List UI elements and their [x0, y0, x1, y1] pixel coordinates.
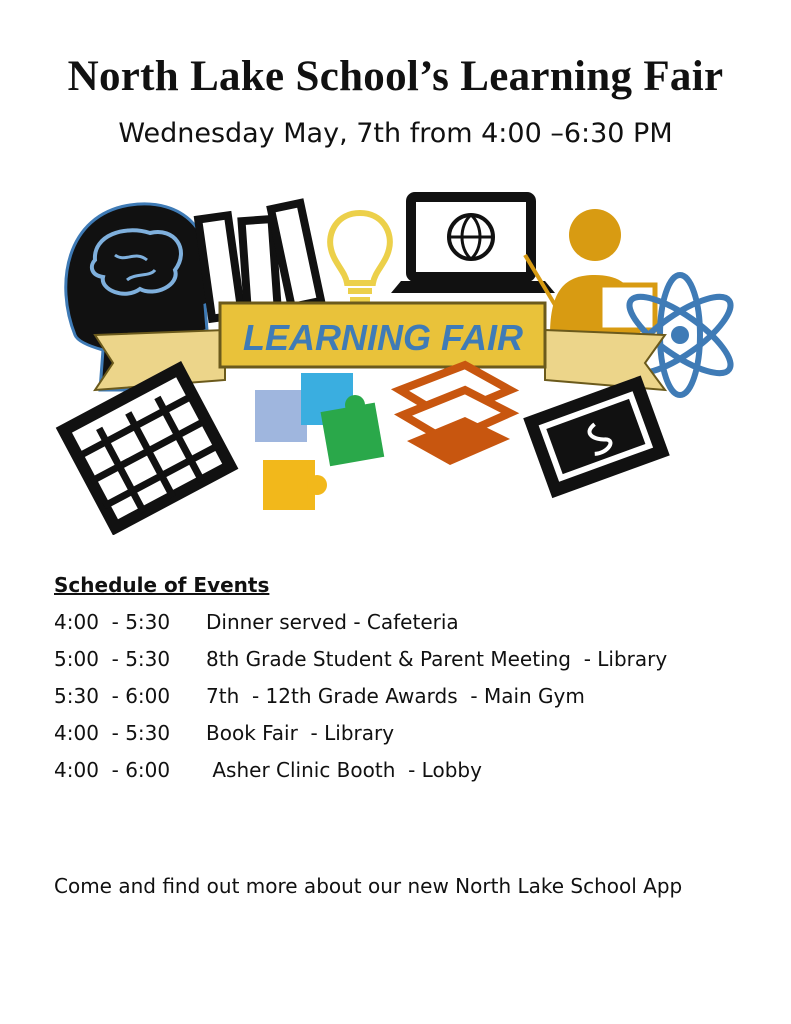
schedule-event: 7th - 12th Grade Awards - Main Gym	[206, 684, 585, 708]
schedule-time: 4:00 - 5:30	[54, 721, 171, 745]
schedule-list	[54, 610, 667, 795]
schedule-row	[54, 721, 667, 758]
stacked-books-icon	[400, 365, 510, 465]
chalkboard-icon	[523, 375, 670, 498]
schedule-row	[54, 758, 667, 795]
schedule-row	[54, 647, 667, 684]
learning-fair-graphic	[55, 185, 745, 535]
schedule-time: 5:00 - 5:30	[54, 647, 171, 671]
schedule-row	[54, 610, 667, 647]
page-title: North Lake School’s Learning Fair	[67, 53, 724, 100]
schedule-time: 4:00 - 6:00	[54, 758, 171, 782]
puzzle-icon	[255, 373, 384, 510]
calendar-icon	[64, 369, 230, 527]
schedule-event: Dinner served - Cafeteria	[206, 610, 459, 634]
schedule-time: 4:00 - 5:30	[54, 610, 171, 634]
app-promo-text: Come and find out more about our new North Lake School App	[54, 874, 683, 898]
schedule-event: Book Fair - Library	[206, 721, 395, 745]
schedule-event: Asher Clinic Booth - Lobby	[206, 758, 482, 782]
schedule-time: 5:30 - 6:00	[54, 684, 171, 708]
schedule-event: 8th Grade Student & Parent Meeting - Library	[206, 647, 668, 671]
lightbulb-icon	[330, 213, 390, 303]
event-date-time: Wednesday May, 7th from 4:00 –6:30 PM	[118, 118, 673, 149]
banner-text: LEARNING FAIR	[242, 317, 524, 358]
schedule-heading: Schedule of Events	[54, 573, 270, 597]
laptop-globe-icon	[391, 197, 555, 293]
schedule-row	[54, 684, 667, 721]
